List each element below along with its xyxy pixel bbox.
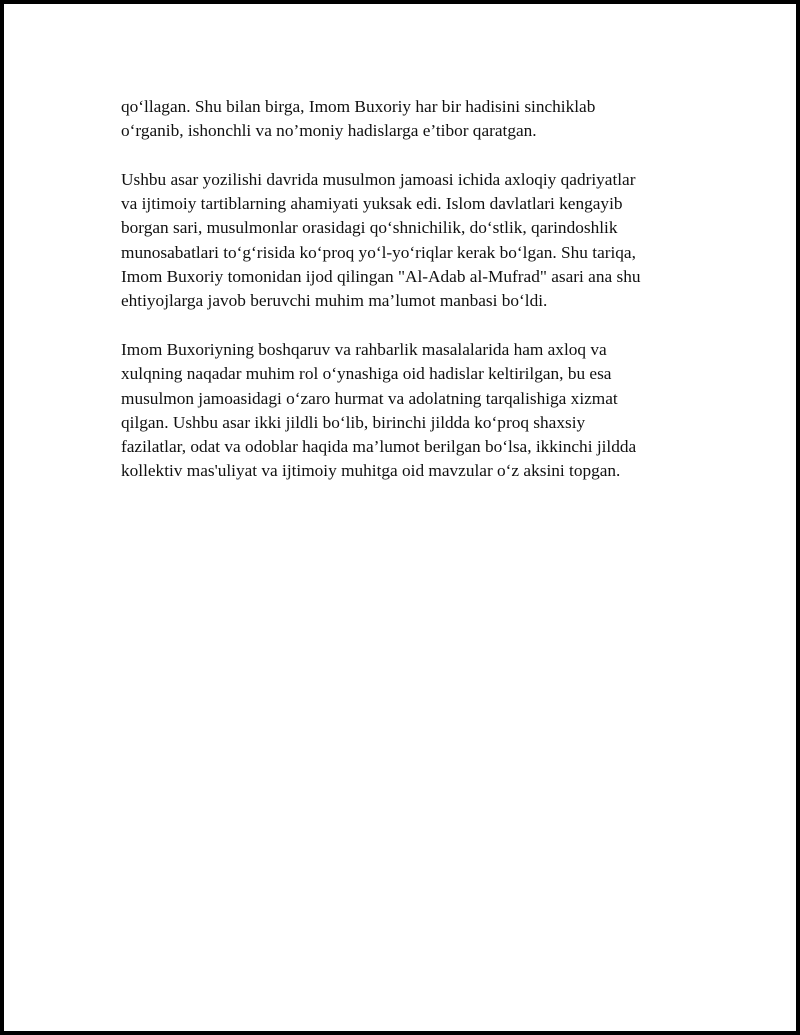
text-line: fazilatlar, odat va odoblar haqida ma’lumot berilgan bo‘lsa, ikkinchi jildda [121, 437, 637, 457]
text-line: kollektiv mas'uliyat va ijtimoiy muhitga oid mavzular o‘z aksini topgan. [121, 461, 621, 481]
text-line: ehtiyojlarga javob beruvchi muhim ma’lumot manbasi bo‘ldi. [121, 291, 548, 311]
text-line: xulqning naqadar muhim rol o‘ynashiga oid hadislar keltirilgan, bu esa [121, 364, 612, 384]
document-body [121, 95, 701, 508]
text-line: borgan sari, musulmonlar orasidagi qo‘shnichilik, do‘stlik, qarindoshlik [121, 218, 618, 238]
text-line: munosabatlari to‘g‘risida ko‘proq yo‘l-yo‘riqlar kerak bo‘lgan. Shu tariqa, [121, 242, 636, 262]
paragraph-2 [121, 168, 701, 314]
text-line: Imom Buxoriy tomonidan ijod qilingan "Al-Adab al-Mufrad" asari ana shu [121, 267, 641, 287]
text-line: qilgan. Ushbu asar ikki jildli bo‘lib, birinchi jildda ko‘proq shaxsiy [121, 412, 586, 432]
text-line: Imom Buxoriyning boshqaruv va rahbarlik masalalarida ham axloq va [121, 339, 607, 359]
paragraph-3 [121, 338, 701, 484]
text-line: musulmon jamoasidagi o‘zaro hurmat va adolatning tarqalishiga xizmat [121, 388, 618, 408]
text-line: o‘rganib, ishonchli va no’moniy hadislarga e’tibor qaratgan. [121, 121, 537, 141]
text-line: qo‘llagan. Shu bilan birga, Imom Buxoriy har bir hadisini sinchiklab [121, 97, 596, 116]
paragraph-1 [121, 95, 701, 144]
text-line: va ijtimoiy tartiblarning ahamiyati yuksak edi. Islom davlatlari kengayib [121, 194, 623, 214]
text-line: Ushbu asar yozilishi davrida musulmon jamoasi ichida axloqiy qadriyatlar [121, 169, 636, 189]
